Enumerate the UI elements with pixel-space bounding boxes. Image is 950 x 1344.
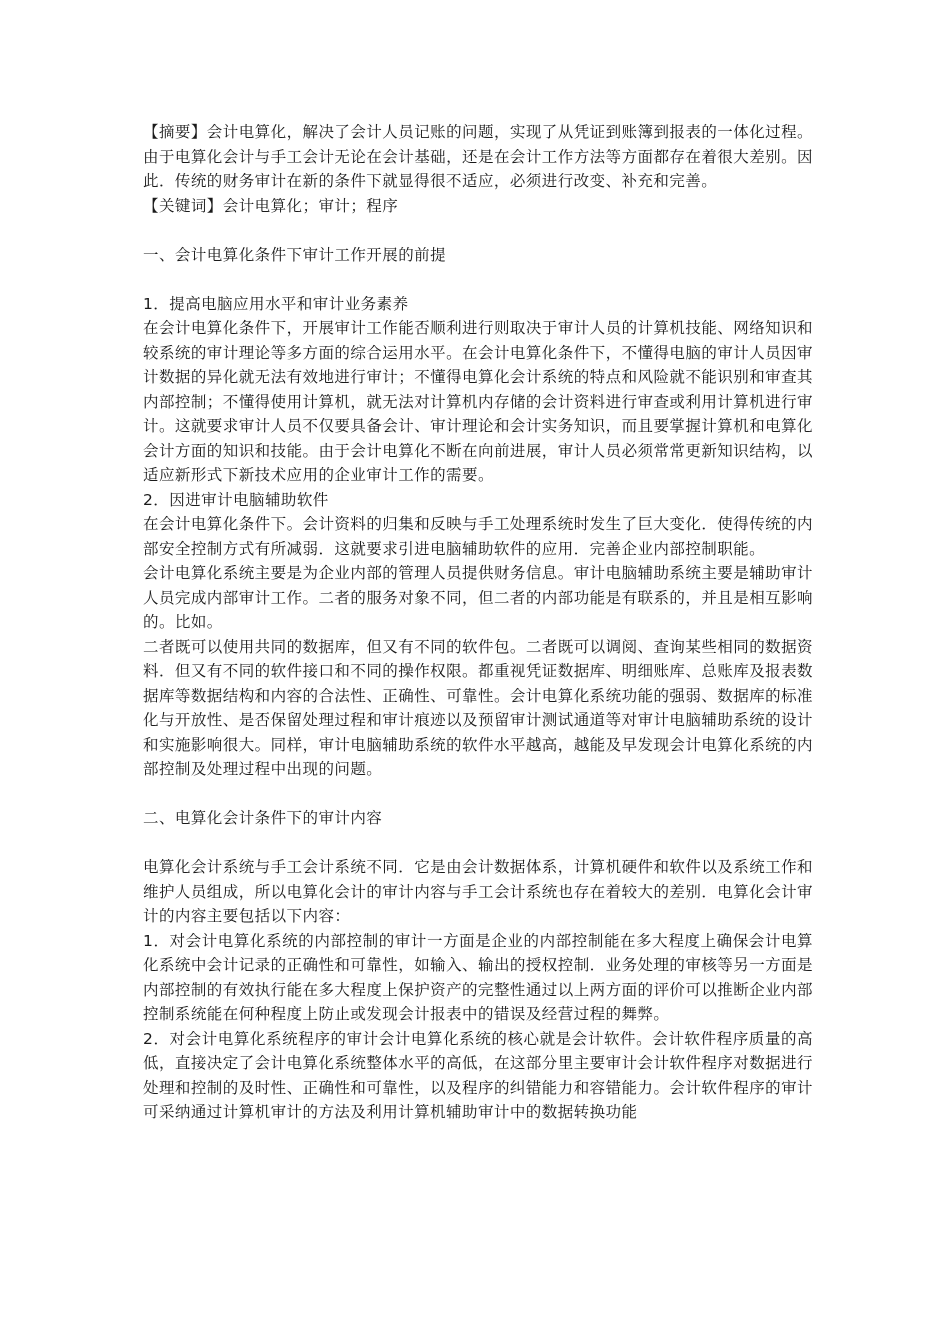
blank-line <box>143 831 813 856</box>
section-2-intro: 电算化会计系统与手工会计系统不同．它是由会计数据体系，计算机硬件和软件以及系统工作和维护人员组成，所以电算化会计的审计内容与手工会计系统也存在着较大的差别．电算化会计审计的内容主要包括以下内容： <box>143 858 813 925</box>
blank-line <box>143 218 813 243</box>
item-2-paragraph-3: 二者既可以使用共同的数据库，但又有不同的软件包。二者既可以调阅、查询某些相同的数据资料．但又有不同的软件接口和不同的操作权限。都重视凭证数据库、明细账库、总账库及报表数据库等数据结构和内容的合法性、正确性、可靠性。会计电算化系统功能的强弱、数据库的标准化与开放性、是否保留处理过程和审计痕迹以及预留审计测试通道等对审计电脑辅助系统的设计和实施影响很大。同样，审计电脑辅助系统的软件水平越高，越能及早发现会计电算化系统的内部控制及处理过程中出现的问题。 <box>143 637 813 778</box>
abstract-paragraph: 【摘要】会计电算化，解决了会计人员记账的问题，实现了从凭证到账簿到报表的一体化过程。由于电算化会计与手工会计无论在会计基础，还是在会计工作方法等方面都存在着很大差别。因此．传统的财务审计在新的条件下就显得很不适应，必须进行改变、补充和完善。 <box>143 123 813 190</box>
item-1-body: 在会计电算化条件下，开展审计工作能否顺利进行则取决于审计人员的计算机技能、网络知识和较系统的审计理论等多方面的综合运用水平。在会计电算化条件下，不懂得电脑的审计人员因审计数据的异化就无法有效地进行审计；不懂得电算化会计系统的特点和风险就不能识别和审查其内部控制；不懂得使用计算机，就无法对计算机内存储的会计资料进行审查或利用计算机进行审计。这就要求审计人员不仅要具备会计、审计理论和会计实务知识，而且要掌握计算机和电算化会计方面的知识和技能。由于会计电算化不断在向前进展，审计人员必须常常更新知识结构，以适应新形式下新技术应用的企业审计工作的需要。 <box>143 319 813 484</box>
item-2-paragraph-2: 会计电算化系统主要是为企业内部的管理人员提供财务信息。审计电脑辅助系统主要是辅助审计人员完成内部审计工作。二者的服务对象不同，但二者的内部功能是有联系的，并且是相互影响的。比如。 <box>143 564 813 631</box>
document-page <box>143 120 813 1125</box>
item-1-heading: 1．提高电脑应用水平和审计业务素养 <box>143 294 409 313</box>
section-2-point-2: 2．对会计电算化系统程序的审计会计电算化系统的核心就是会计软件。会计软件程序质量的高低，直接决定了会计电算化系统整体水平的高低，在这部分里主要审计会计软件程序对数据进行处理和控制的及时性、正确性和可靠性，以及程序的纠错能力和容错能力。会计软件程序的审计可采纳通过计算机审计的方法及利用计算机辅助审计中的数据转换功能 <box>143 1029 813 1121</box>
keywords-line: 【关键词】会计电算化；审计；程序 <box>143 196 399 215</box>
section-1-heading: 一、会计电算化条件下审计工作开展的前提 <box>143 245 447 264</box>
item-2-paragraph-1: 在会计电算化条件下。会计资料的归集和反映与手工处理系统时发生了巨大变化．使得传统的内部安全控制方式有所减弱．这就要求引进电脑辅助软件的应用．完善企业内部控制职能。 <box>143 515 813 558</box>
blank-line <box>143 782 813 807</box>
item-2-heading: 2．因进审计电脑辅助软件 <box>143 490 329 509</box>
blank-line <box>143 267 813 292</box>
section-2-heading: 二、电算化会计条件下的审计内容 <box>143 809 383 827</box>
section-2-point-1: 1．对会计电算化系统的内部控制的审计一方面是企业的内部控制能在多大程度上确保会计电算化系统中会计记录的正确性和可靠性，如输入、输出的授权控制．业务处理的审核等另一方面是内部控制的有效执行能在多大程度上保护资产的完整性通过以上两方面的评价可以推断企业内部控制系统能在何种程度上防止或发现会计报表中的错误及经营过程的舞弊。 <box>143 931 813 1023</box>
